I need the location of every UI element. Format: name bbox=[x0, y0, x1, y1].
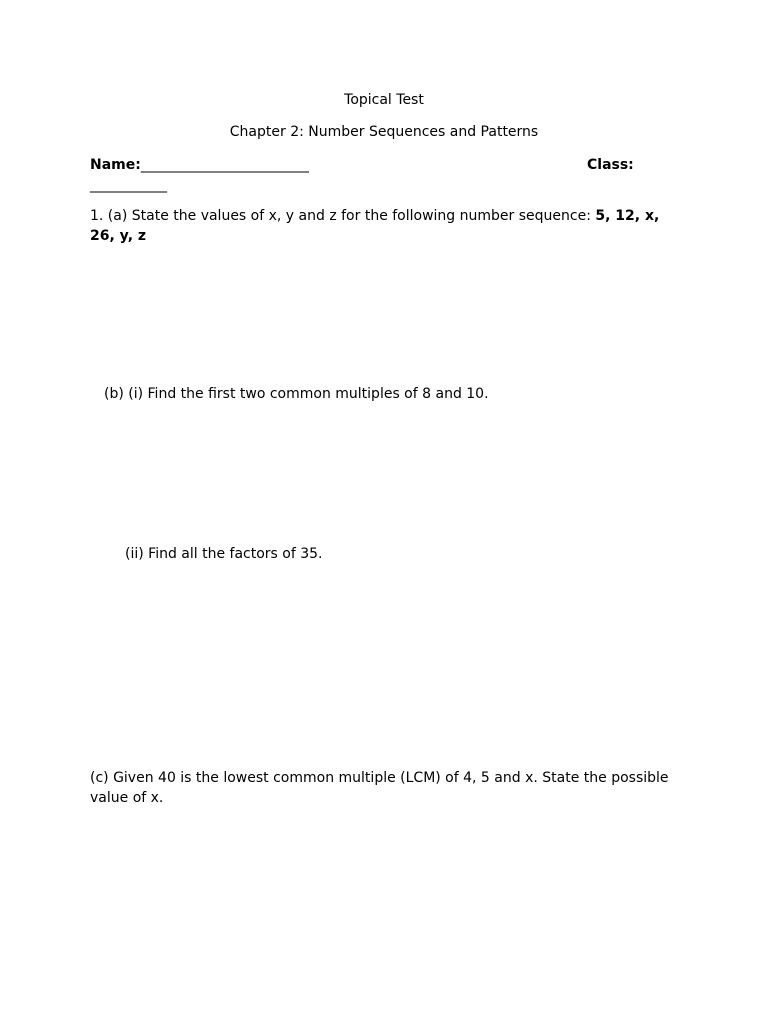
class-blank: ___________ bbox=[90, 177, 167, 193]
page-title: Topical Test bbox=[344, 92, 424, 108]
name-label: Name: bbox=[90, 157, 141, 173]
chapter-heading: Chapter 2: Number Sequences and Patterns bbox=[229, 124, 539, 140]
name-blank: ________________________ bbox=[140, 157, 309, 173]
class-label: Class: bbox=[587, 157, 634, 173]
question-1a-sequence: 5, 12, x, 26, y, z bbox=[90, 208, 660, 244]
name-field bbox=[90, 155, 309, 175]
question-1b-ii: (ii) Find all the factors of 35. bbox=[125, 546, 323, 562]
class-field bbox=[587, 155, 634, 175]
question-1a bbox=[90, 206, 670, 246]
question-1a-text: 1. (a) State the values of x, y and z for the following number sequence: bbox=[90, 208, 596, 224]
question-1c: (c) Given 40 is the lowest common multiple (LCM) of 4, 5 and x. State the possible value of x. bbox=[90, 770, 669, 806]
question-1b-i: (b) (i) Find the first two common multiples of 8 and 10. bbox=[104, 386, 489, 402]
